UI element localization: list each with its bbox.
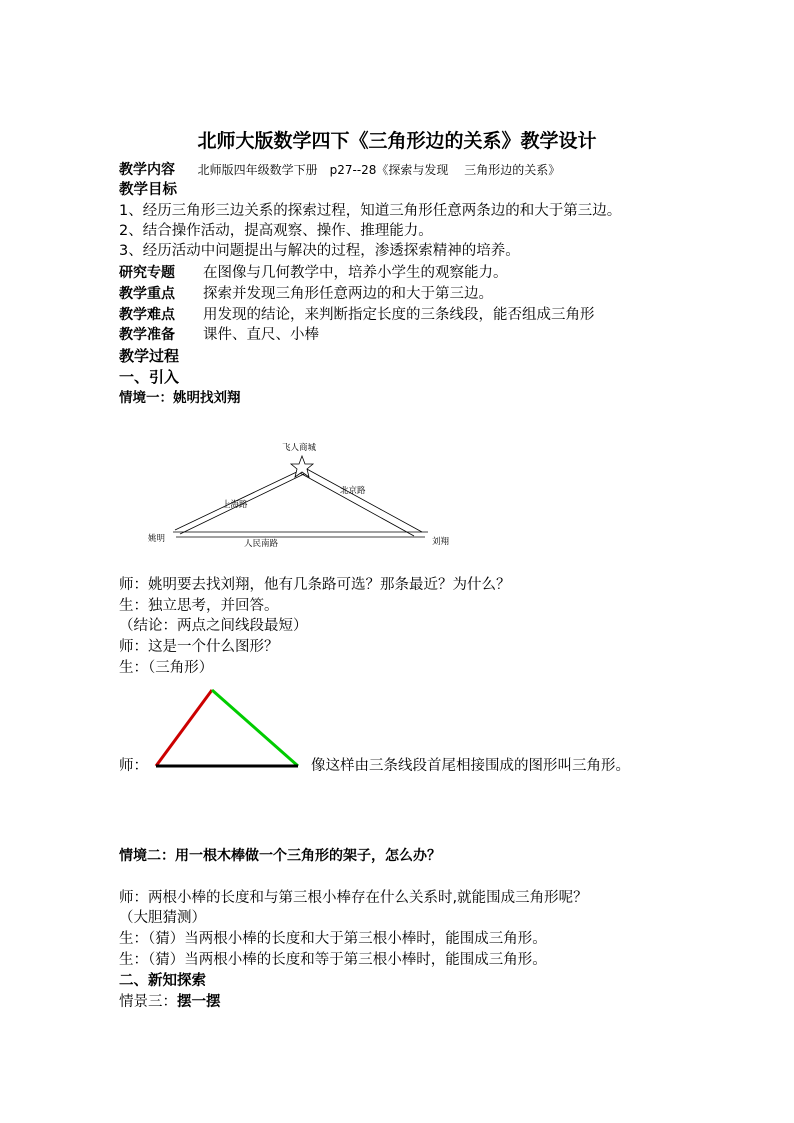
scene3-prefix: 情景三： xyxy=(119,994,177,1010)
preparation-label: 教学准备 xyxy=(119,327,175,343)
scene1-heading: 情境一：姚明找刘翔 xyxy=(119,390,241,406)
dialog1-line-5: 生：（三角形） xyxy=(119,660,214,676)
triangle-diagram xyxy=(150,684,305,772)
scene3-text: 摆一摆 xyxy=(177,994,221,1010)
map-top-label: 飞人商城 xyxy=(282,443,317,453)
right-road-line xyxy=(300,473,414,536)
process-heading: 教学过程 xyxy=(119,347,180,365)
triangle-definition: 像这样由三条线段首尾相接围成的图形叫三角形。 xyxy=(311,758,630,774)
scene2-heading: 情境二：用一根木棒做一个三角形的架子，怎么办？ xyxy=(119,848,441,864)
dialog1-line-1: 师：姚明要去找刘翔，他有几条路可选？那条最近？为什么？ xyxy=(119,577,511,593)
map-left-road-label: 上海路 xyxy=(222,500,248,510)
difficulty-row xyxy=(119,305,595,325)
map-left-end-label: 姚明 xyxy=(148,534,166,544)
right-road-line xyxy=(305,468,422,532)
dialog2-line-2: （大胆猜测） xyxy=(119,910,206,926)
research-text: 在图像与几何教学中，培养小学生的观察能力。 xyxy=(203,265,508,281)
map-right-road-label: 北京路 xyxy=(340,486,366,496)
key-point-label: 教学重点 xyxy=(119,286,175,302)
content-text: 北师版四年级数学下册 p27--28《探索与发现 三角形边的关系》 xyxy=(197,163,561,177)
key-point-row xyxy=(119,284,493,304)
map-bottom-road-label: 人民南路 xyxy=(244,539,279,549)
dialog1-line-4: 师：这是一个什么图形？ xyxy=(119,639,279,655)
dialog1-line-3: （结论：两点之间线段最短） xyxy=(119,618,308,634)
goals-label: 教学目标 xyxy=(119,182,177,198)
section2-heading: 二、新知探索 xyxy=(119,973,206,989)
triangle-left-side xyxy=(156,690,212,766)
document-title: 北师大版数学四下《三角形边的关系》教学设计 xyxy=(197,130,597,152)
road-map-diagram xyxy=(140,436,450,552)
dialog2-line-4: 生：（猜）当两根小棒的长度和等于第三根小棒时，能围成三角形。 xyxy=(119,952,547,968)
dialog2-line-1: 师：两根小棒的长度和与第三根小棒存在什么关系时,就能围成三角形呢？ xyxy=(119,890,588,906)
key-point-text: 探索并发现三角形任意两边的和大于第三边。 xyxy=(203,286,493,302)
research-label: 研究专题 xyxy=(119,265,175,281)
dialog1-line-2: 生：独立思考，并回答。 xyxy=(119,598,279,614)
map-right-end-label: 刘翔 xyxy=(432,537,450,547)
goal-item-3: 3、经历活动中问题提出与解决的过程，渗透探索精神的培养。 xyxy=(119,243,520,259)
goal-item-1: 1、经历三角形三边关系的探索过程，知道三角形任意两条边的和大于第三边。 xyxy=(119,203,622,219)
goal-item-2: 2、结合操作活动，提高观察、操作、推理能力。 xyxy=(119,223,433,239)
content-label: 教学内容 xyxy=(119,162,175,178)
difficulty-text: 用发现的结论，来判断指定长度的三条线段，能否组成三角形 xyxy=(203,307,595,323)
content-row xyxy=(119,160,560,180)
research-row xyxy=(119,263,508,283)
triangle-prefix: 师： xyxy=(119,758,148,774)
preparation-row xyxy=(119,325,319,345)
triangle-right-side xyxy=(212,690,298,766)
scene3-row xyxy=(119,992,221,1012)
section1-heading: 一、引入 xyxy=(119,368,180,386)
dialog2-line-3: 生：（猜）当两根小棒的长度和大于第三根小棒时，能围成三角形。 xyxy=(119,931,547,947)
preparation-text: 课件、直尺、小棒 xyxy=(203,327,319,343)
difficulty-label: 教学难点 xyxy=(119,307,175,323)
